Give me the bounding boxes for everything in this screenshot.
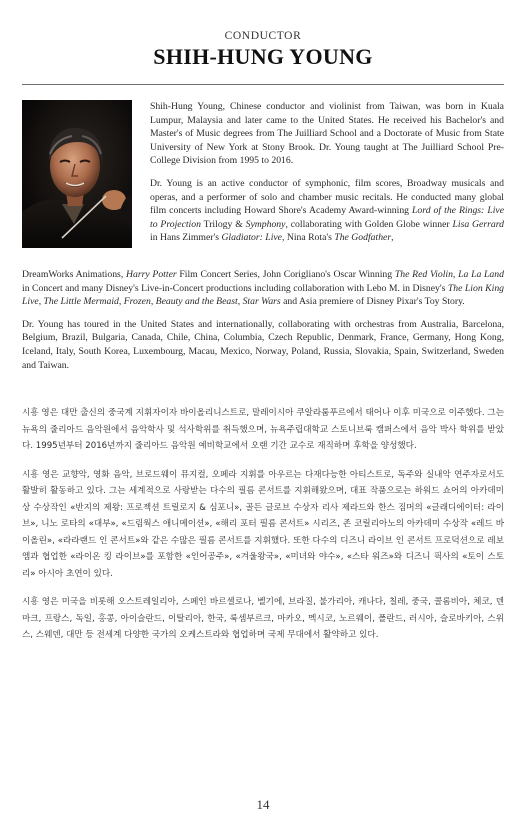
- work-title: Frozen: [123, 296, 151, 308]
- bio-text: Film Concert Series, John Corigliano's Oscar Winning: [176, 269, 395, 280]
- page-kicker: CONDUCTOR: [224, 30, 302, 42]
- work-title: Symphony: [245, 218, 286, 230]
- work-title: Beauty and the Beast: [155, 296, 238, 308]
- work-title: The Lion King Live: [22, 282, 505, 308]
- bio-text: Dr. Young is an active conductor of symphonic, film scores, Broadway musicals and operas, and a performer of solo and chamber music recitals. He conducted many global film concerts including Howard Shore's Academy Award-winning: [150, 177, 504, 217]
- bio-text: in Hans Zimmer's: [150, 232, 222, 244]
- bio-text: in Concert and many Disney's Live-in-Concert productions including collaboration with Lebo M. in Disney's: [22, 282, 448, 294]
- bio-text: , Nina Rota's: [281, 232, 335, 244]
- korean-paragraph-1: 시흥 영은 대만 출신의 중국계 지휘자이자 바이올리니스트로, 말레이시아 쿠알라룸푸르에서 태어나 이후 미국으로 이주했다. 그는 뉴욕의 줄리아드 음악원에서 음악학사 및 석사학위를 취득했으며, 뉴욕주립대학교 스토니브룩 캠퍼스에서 음악 박사 학위를 받았다. 1995년부터 2016년까지 줄리아드 음악원 예비학교에서 오랜 기간 교수로 재직하며 후학을 양성했다.: [22, 408, 504, 451]
- bio-paragraph-1: Shih-Hung Young, Chinese conductor and violinist from Taiwan, was born in Kuala Lumpur, Malaysia and later came to the United States. He received his Bachelor's and Master's of Music degrees from The Juilliard School and a Doctorate of Music from State University of New York at Stony Brook. Dr. Young taught at The Juilliard School Pre-College Division from 1995 to 2016.: [150, 101, 504, 167]
- work-title: Harry Potter: [126, 269, 177, 280]
- page-title: SHIH-HUNG YOUNG: [153, 44, 373, 69]
- conductor-photo: [22, 100, 132, 248]
- bio-text: DreamWorks Animations,: [22, 269, 126, 280]
- bio-text: ,: [237, 296, 243, 308]
- work-title: The Godfather: [334, 232, 392, 244]
- bio-text: ,: [452, 269, 459, 280]
- work-title: La La Land: [458, 269, 504, 280]
- work-title: The Little Mermaid: [43, 296, 119, 308]
- bio-text: ,: [118, 296, 124, 308]
- page-number: 14: [256, 797, 270, 812]
- bio-intro-column: [150, 100, 504, 254]
- bio-text: ,: [150, 296, 156, 308]
- korean-paragraph-2: 시흥 영은 교향악, 영화 음악, 브로드웨이 뮤지컬, 오페라 지휘를 아우르는 다재다능한 아티스트로, 독주와 실내악 연주자로서도 활발히 활동하고 있다. 그는 세계적으로 사랑받는 다수의 필름 콘서트를 지휘해왔으며, 대표 작품으로는 하워드 쇼어의 아카데미상 수상작인 «반지의 제왕: 프로젝션 트릴로지 & 심포니», 골든 글로브 수상자 리사 제라드와 한스 짐머의 «글래디에이터: 라이브», 니노 로타의 «대부», «드림웍스 애니메이션», «해리 포터 필름 콘서트» 시리즈, 존 코릴리아노의 아카데미 수상작 «레드 바이올린», «라라랜드 인 콘서트»와 같은 수많은 필름 콘서트를 지휘했다. 또한 다수의 디즈니 라이브 인 콘서트 프로덕션으로 레보 엠과 협업한 «라이온 킹 라이브»를 포함한 «인어공주», «겨울왕국», «미녀와 야수», «스타 워즈»와 디즈니 픽사의 «토이 스토리» 아시아 초연이 있다.: [22, 469, 504, 579]
- bio-paragraph-3: [22, 268, 504, 309]
- bio-text: , collaborating with Golden Globe winner: [285, 218, 453, 230]
- korean-paragraph-3: 시흥 영은 미국을 비롯해 오스트레일리아, 스페인 바르셀로나, 벨기에, 브라질, 불가리아, 캐나다, 칠레, 중국, 콜롬비아, 체코, 덴마크, 프랑스, 독일, 홍콩, 아이슬란드, 이탈리아, 한국, 룩셈부르크, 마카오, 멕시코, 노르웨이, 폴란드, 러시아, 슬로바키아, 스위스, 스웨덴, 대만 등 전세계 다양한 국가의 오케스트라와 협업하며 국제 무대에서 활약하고 있다.: [22, 597, 504, 640]
- work-title: Star Wars: [242, 296, 281, 308]
- bio-text: ,: [391, 232, 394, 244]
- title-divider: [22, 84, 504, 85]
- bio-text: Trilogy &: [200, 218, 246, 230]
- bio-paragraph-2: [150, 177, 504, 245]
- bio-paragraph-4: Dr. Young has toured in the United States and internationally, collaborating with orchestras from Australia, Barcelona, Belgium, Brazil, Bulgaria, Canada, Chile, China, Columbia, Czech Republic, Denmark, France, Germany, Hong Kong, Iceland, Italy, South Korea, Luxembourg, Macau, Mexico, Norway, Poland, Russia, Slovakia, Spain, Switzerland, Sweden and Taiwan.: [22, 318, 504, 371]
- bio-text: ,: [38, 296, 44, 308]
- bio-text: and Asia premiere of Disney Pixar's Toy Story.: [280, 296, 465, 308]
- bio-full-width: [22, 268, 504, 381]
- work-title: Lord of the Rings: Live to Projection: [150, 205, 504, 230]
- work-title: Gladiator: Live: [221, 232, 282, 244]
- artist-name: Lisa Gerrard: [452, 218, 504, 230]
- work-title: The Red Violin: [394, 269, 453, 280]
- korean-bio: [22, 405, 504, 656]
